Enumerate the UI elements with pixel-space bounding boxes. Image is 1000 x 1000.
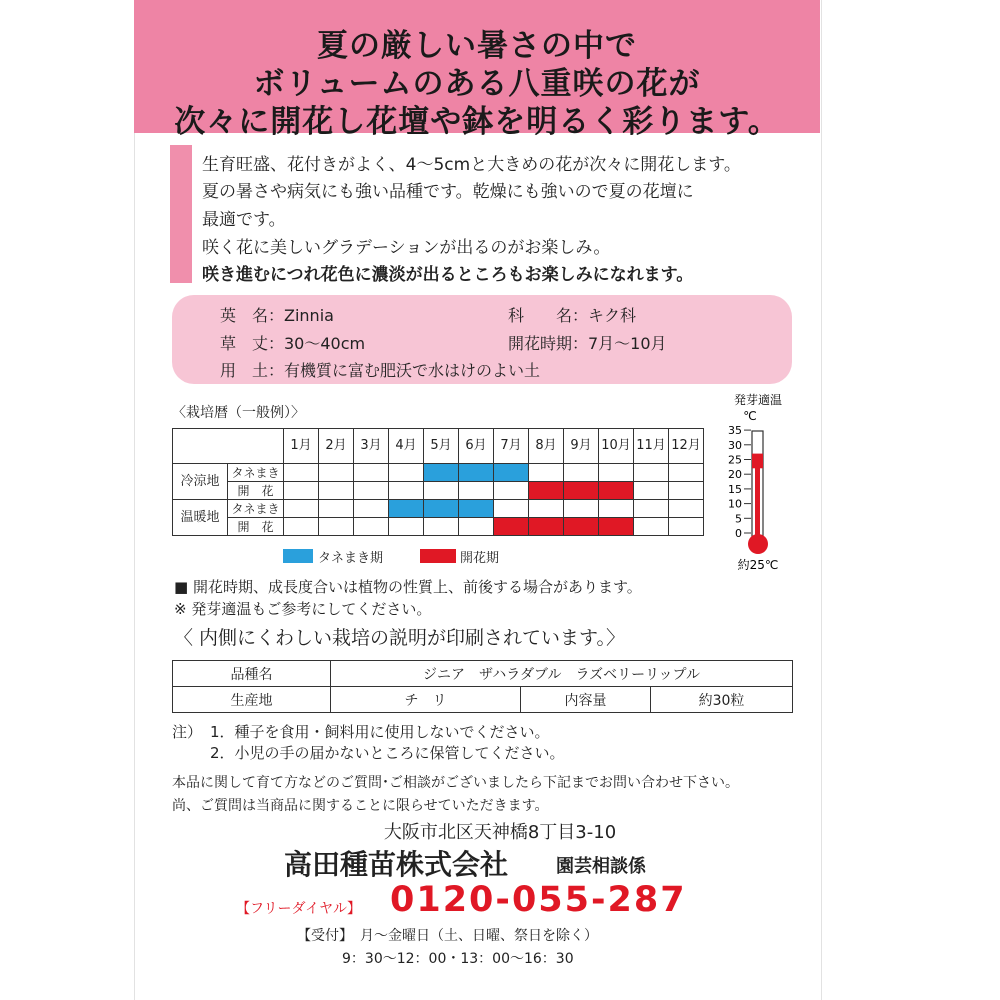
empty-cell	[354, 464, 389, 482]
department-name: 園芸相談係	[556, 856, 646, 877]
empty-cell	[354, 482, 389, 500]
empty-cell	[599, 464, 634, 482]
thermometer-title: 発芽適温	[733, 393, 783, 407]
company-name: 高田種苗株式会社	[284, 848, 509, 881]
sow-period-cell	[494, 464, 529, 482]
content-label: 内容量	[521, 687, 651, 713]
empty-cell	[669, 482, 704, 500]
note-bloom-variation: ■ 開花時期、成長度合いは植物の性質上、前後する場合があります。	[174, 578, 642, 596]
empty-cell	[424, 482, 459, 500]
free-dial-label: 【フリーダイヤル】	[236, 901, 362, 917]
empty-cell	[389, 518, 424, 536]
thermometer-caption: 約25℃	[737, 558, 779, 572]
empty-cell	[669, 500, 704, 518]
content-value: 約30粒	[651, 687, 793, 713]
headline-banner	[134, 0, 820, 140]
empty-cell	[284, 482, 319, 500]
cultivation-calendar	[172, 428, 704, 536]
month-header: 2月	[319, 429, 354, 464]
empty-cell	[634, 518, 669, 536]
empty-cell	[284, 500, 319, 518]
description-accent-bar	[170, 145, 192, 283]
month-header: 5月	[424, 429, 459, 464]
thermometer-tick-label: 5	[735, 512, 742, 526]
bloom-period-cell	[564, 482, 599, 500]
headline-line-1: 夏の厳しい暑さの中で	[317, 28, 637, 64]
empty-cell	[634, 482, 669, 500]
empty-cell	[634, 500, 669, 518]
empty-cell	[424, 518, 459, 536]
region-name: 冷涼地	[173, 464, 228, 500]
month-header: 9月	[564, 429, 599, 464]
note-germination: ※ 発芽適温もご参考にしてください。	[174, 600, 432, 618]
contact-line-2: 尚、ご質問は当商品に関することに限らせていただきます。	[172, 798, 549, 814]
headline-line-2: ボリュームのある八重咲の花が	[253, 66, 701, 102]
legend-sow-label: タネまき期	[318, 551, 384, 566]
month-header: 4月	[389, 429, 424, 464]
sow-period-cell	[459, 500, 494, 518]
empty-cell	[564, 500, 599, 518]
empty-cell	[284, 518, 319, 536]
description-line-2: 夏の暑さや病気にも強い品種です。乾燥にも強いので夏の花壇に	[202, 182, 694, 202]
product-info-table	[172, 660, 793, 713]
row-label: 開 花	[228, 518, 284, 536]
month-header: 3月	[354, 429, 389, 464]
calendar-title: 〈栽培暦（一般例）〉	[172, 405, 305, 421]
bloom-period-cell	[599, 518, 634, 536]
empty-cell	[319, 500, 354, 518]
description-line-1: 生育旺盛、花付きがよく、4～5cmと大きめの花が次々に開花します。	[202, 155, 741, 175]
empty-cell	[284, 464, 319, 482]
spec-height: 草 丈：30～40cm	[220, 334, 366, 353]
bloom-period-cell	[564, 518, 599, 536]
bloom-period-cell	[529, 482, 564, 500]
sow-period-cell	[459, 464, 494, 482]
month-header: 1月	[284, 429, 319, 464]
thermometer-tick-label: 30	[728, 438, 742, 452]
description-bold-line: 咲き進むにつれ花色に濃淡が出るところもお楽しみになれます。	[202, 265, 694, 285]
description-line-3: 最適です。	[202, 210, 286, 230]
empty-cell	[599, 500, 634, 518]
note-inside-instructions: 〈 内側にくわしい栽培の説明が印刷されています。〉	[174, 627, 626, 649]
empty-cell	[389, 482, 424, 500]
reception-label: 【受付】	[297, 928, 346, 944]
row-label: タネまき	[228, 500, 284, 518]
empty-cell	[319, 464, 354, 482]
empty-cell	[634, 464, 669, 482]
reception-days: 月～金曜日（土、日曜、祭日を除く）	[360, 928, 598, 944]
spec-bloom-period: 開花時期：7月～10月	[508, 334, 667, 353]
thermometer-ticks	[728, 424, 751, 540]
row-label: 開 花	[228, 482, 284, 500]
phone-number: 0120-055-287	[390, 880, 687, 920]
bloom-period-cell	[529, 518, 564, 536]
empty-cell	[669, 464, 704, 482]
thermometer-tick-label: 25	[728, 453, 742, 467]
reception-hours-times: 9：30～12：00・13：00～16：30	[342, 951, 574, 967]
empty-cell	[354, 518, 389, 536]
region-name: 温暖地	[173, 500, 228, 536]
month-header: 7月	[494, 429, 529, 464]
bloom-period-cell	[494, 518, 529, 536]
legend-sow-swatch	[283, 549, 313, 563]
month-header: 11月	[634, 429, 669, 464]
contact-line-1: 本品に関して育て方などのご質問･ご相談がございましたら下記までお問い合わせ下さい。	[172, 775, 739, 791]
spec-english-name: 英 名：Zinnia	[220, 306, 334, 325]
sow-period-cell	[389, 500, 424, 518]
empty-cell	[459, 518, 494, 536]
spec-soil: 用 土：有機質に富む肥沃で水はけのよい土	[220, 361, 541, 380]
caution-1: 1．種子を食用・飼料用に使用しないでください。	[210, 723, 550, 741]
origin-value: チ リ	[331, 687, 521, 713]
thermometer-optimal-range	[752, 454, 763, 469]
thermometer-bulb	[748, 534, 768, 554]
month-header: 6月	[459, 429, 494, 464]
empty-cell	[319, 482, 354, 500]
spec-family: 科 名：キク科	[508, 306, 637, 325]
thermometer-tick-label: 10	[728, 497, 742, 511]
empty-cell	[669, 518, 704, 536]
sow-period-cell	[424, 464, 459, 482]
headline-line-3: 次々に開花し花壇や鉢を明るく彩ります。	[174, 104, 780, 140]
empty-cell	[564, 464, 599, 482]
origin-label: 生産地	[173, 687, 331, 713]
thermometer-tick-label: 15	[728, 482, 742, 496]
empty-cell	[494, 482, 529, 500]
month-header: 12月	[669, 429, 704, 464]
variety-value: ジニア ザハラダブル ラズベリーリップル	[331, 661, 793, 687]
caution-prefix: 注）	[172, 723, 203, 741]
caution-2: 2．小児の手の届かないところに保管してください。	[210, 744, 565, 762]
month-header: 8月	[529, 429, 564, 464]
legend-bloom-label: 開花期	[460, 551, 500, 566]
description-line-4: 咲く花に美しいグラデーションが出るのがお楽しみ。	[202, 238, 611, 258]
thermometer-tick-label: 35	[728, 424, 742, 438]
empty-cell	[389, 464, 424, 482]
empty-cell	[459, 482, 494, 500]
thermometer-tick-label: 0	[735, 527, 742, 540]
calendar-corner	[173, 429, 284, 464]
empty-cell	[319, 518, 354, 536]
empty-cell	[529, 464, 564, 482]
company-address: 大阪市北区天神橋8丁目3-10	[383, 822, 617, 843]
thermometer-tick-label: 20	[728, 468, 742, 482]
bloom-period-cell	[599, 482, 634, 500]
empty-cell	[354, 500, 389, 518]
thermometer-mercury	[755, 460, 760, 543]
thermometer-unit: ℃	[743, 409, 757, 423]
empty-cell	[494, 500, 529, 518]
sow-period-cell	[424, 500, 459, 518]
variety-label: 品種名	[173, 661, 331, 687]
germination-thermometer	[720, 392, 800, 582]
empty-cell	[529, 500, 564, 518]
legend-bloom-swatch	[420, 549, 456, 563]
reception-hours-days	[297, 925, 598, 945]
row-label: タネまき	[228, 464, 284, 482]
month-header: 10月	[599, 429, 634, 464]
